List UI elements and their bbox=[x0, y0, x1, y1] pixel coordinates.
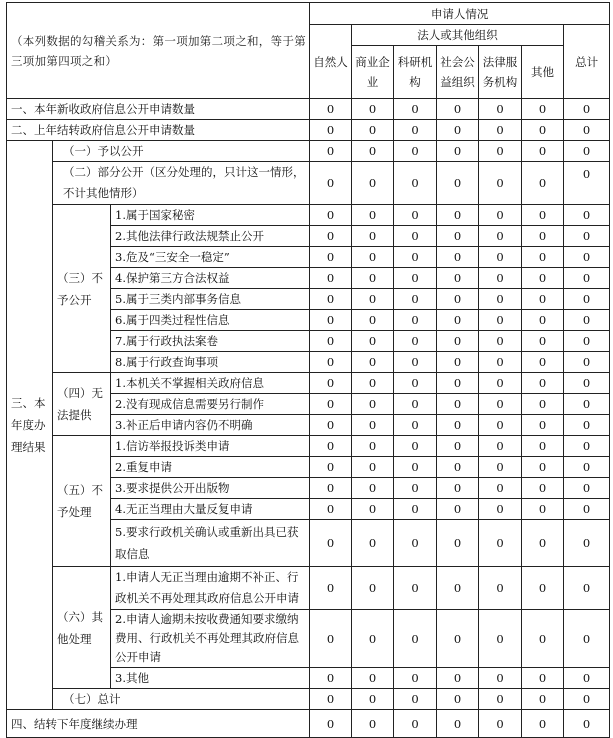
value-cell: 0 bbox=[564, 141, 610, 162]
value-cell: 0 bbox=[394, 478, 437, 499]
value-cell: 0 bbox=[310, 436, 352, 457]
row-label: 7.属于行政执法案卷 bbox=[111, 331, 310, 352]
value-cell: 0 bbox=[479, 499, 522, 520]
row-label: 四、结转下年度继续办理 bbox=[7, 710, 310, 738]
value-cell: 0 bbox=[564, 478, 610, 499]
value-cell: 0 bbox=[310, 567, 352, 610]
value-cell: 0 bbox=[564, 247, 610, 268]
value-cell: 0 bbox=[564, 162, 610, 205]
value-cell: 0 bbox=[352, 668, 394, 689]
value-cell: 0 bbox=[522, 99, 564, 120]
value-cell: 0 bbox=[310, 373, 352, 394]
checksum-note: （本列数据的勾稽关系为：第一项加第二项之和，等于第三项加第四项之和） bbox=[7, 3, 310, 99]
value-cell: 0 bbox=[310, 205, 352, 226]
value-cell: 0 bbox=[437, 162, 479, 205]
row-label: 1.本机关不掌握相关政府信息 bbox=[111, 373, 310, 394]
applicant-group-header: 申请人情况 bbox=[310, 3, 610, 25]
row-label: （七）总计 bbox=[53, 689, 310, 710]
value-cell: 0 bbox=[394, 141, 437, 162]
value-cell: 0 bbox=[479, 205, 522, 226]
value-cell: 0 bbox=[394, 415, 437, 436]
value-cell: 0 bbox=[352, 120, 394, 141]
value-cell: 0 bbox=[522, 610, 564, 668]
value-cell: 0 bbox=[310, 141, 352, 162]
value-cell: 0 bbox=[352, 331, 394, 352]
value-cell: 0 bbox=[394, 289, 437, 310]
value-cell: 0 bbox=[522, 710, 564, 738]
value-cell: 0 bbox=[310, 268, 352, 289]
value-cell: 0 bbox=[564, 415, 610, 436]
value-cell: 0 bbox=[479, 141, 522, 162]
table-row bbox=[7, 120, 610, 141]
row-label: 2.没有现成信息需要另行制作 bbox=[111, 394, 310, 415]
col-legal-service-org: 法律服务机构 bbox=[479, 46, 522, 99]
value-cell: 0 bbox=[522, 457, 564, 478]
value-cell: 0 bbox=[564, 499, 610, 520]
value-cell: 0 bbox=[564, 457, 610, 478]
value-cell: 0 bbox=[522, 394, 564, 415]
value-cell: 0 bbox=[310, 99, 352, 120]
row-label: 2.其他法律行政法规禁止公开 bbox=[111, 226, 310, 247]
value-cell: 0 bbox=[479, 373, 522, 394]
row-label: 3.危及“三安全一稳定” bbox=[111, 247, 310, 268]
table-row bbox=[7, 710, 610, 738]
value-cell: 0 bbox=[352, 520, 394, 567]
row-label: 1.信访举报投诉类申请 bbox=[111, 436, 310, 457]
value-cell: 0 bbox=[352, 567, 394, 610]
value-cell: 0 bbox=[564, 352, 610, 373]
value-cell: 0 bbox=[352, 478, 394, 499]
value-cell: 0 bbox=[437, 205, 479, 226]
row-label: 3.要求提供公开出版物 bbox=[111, 478, 310, 499]
value-cell: 0 bbox=[352, 99, 394, 120]
value-cell: 0 bbox=[479, 436, 522, 457]
subsection-label: （四）无法提供 bbox=[53, 373, 111, 436]
value-cell: 0 bbox=[352, 352, 394, 373]
value-cell: 0 bbox=[437, 373, 479, 394]
value-cell: 0 bbox=[437, 120, 479, 141]
row-label: 5.属于三类内部事务信息 bbox=[111, 289, 310, 310]
value-cell: 0 bbox=[394, 567, 437, 610]
value-cell: 0 bbox=[479, 520, 522, 567]
value-cell: 0 bbox=[310, 289, 352, 310]
value-cell: 0 bbox=[310, 226, 352, 247]
value-cell: 0 bbox=[310, 352, 352, 373]
value-cell: 0 bbox=[352, 436, 394, 457]
value-cell: 0 bbox=[437, 352, 479, 373]
value-cell: 0 bbox=[522, 520, 564, 567]
value-cell: 0 bbox=[310, 162, 352, 205]
value-cell: 0 bbox=[522, 141, 564, 162]
row-label: 1.申请人无正当理由逾期不补正、行政机关不再处理其政府信息公开申请 bbox=[111, 567, 310, 610]
value-cell: 0 bbox=[437, 668, 479, 689]
value-cell: 0 bbox=[437, 610, 479, 668]
value-cell: 0 bbox=[522, 331, 564, 352]
value-cell: 0 bbox=[310, 668, 352, 689]
value-cell: 0 bbox=[479, 478, 522, 499]
value-cell: 0 bbox=[437, 247, 479, 268]
row-label: 4.无正当理由大量反复申请 bbox=[111, 499, 310, 520]
value-cell: 0 bbox=[522, 205, 564, 226]
value-cell: 0 bbox=[564, 289, 610, 310]
value-cell: 0 bbox=[437, 689, 479, 710]
col-other: 其他 bbox=[522, 46, 564, 99]
table-row bbox=[7, 567, 610, 610]
value-cell: 0 bbox=[394, 310, 437, 331]
value-cell: 0 bbox=[394, 268, 437, 289]
col-research-institution: 科研机构 bbox=[394, 46, 437, 99]
value-cell: 0 bbox=[394, 394, 437, 415]
table-row bbox=[7, 162, 610, 205]
value-cell: 0 bbox=[394, 710, 437, 738]
value-cell: 0 bbox=[437, 415, 479, 436]
table-row bbox=[7, 436, 610, 457]
natural-person-header: 自然人 bbox=[310, 25, 352, 99]
value-cell: 0 bbox=[479, 689, 522, 710]
value-cell: 0 bbox=[394, 457, 437, 478]
value-cell: 0 bbox=[437, 394, 479, 415]
value-cell: 0 bbox=[394, 668, 437, 689]
value-cell: 0 bbox=[394, 99, 437, 120]
value-cell: 0 bbox=[479, 352, 522, 373]
total-header: 总计 bbox=[564, 25, 610, 99]
value-cell: 0 bbox=[564, 710, 610, 738]
value-cell: 0 bbox=[479, 162, 522, 205]
value-cell: 0 bbox=[437, 457, 479, 478]
value-cell: 0 bbox=[310, 610, 352, 668]
col-public-welfare-org: 社会公益组织 bbox=[437, 46, 479, 99]
value-cell: 0 bbox=[437, 289, 479, 310]
value-cell: 0 bbox=[479, 610, 522, 668]
header-row-1 bbox=[7, 3, 610, 25]
value-cell: 0 bbox=[522, 268, 564, 289]
row-label: 5.要求行政机关确认或重新出具已获取信息 bbox=[111, 520, 310, 567]
value-cell: 0 bbox=[564, 567, 610, 610]
value-cell: 0 bbox=[437, 436, 479, 457]
row-label: 二、上年结转政府信息公开申请数量 bbox=[7, 120, 310, 141]
table-row bbox=[7, 373, 610, 394]
value-cell: 0 bbox=[394, 162, 437, 205]
value-cell: 0 bbox=[479, 247, 522, 268]
legal-group-header: 法人或其他组织 bbox=[352, 25, 564, 46]
value-cell: 0 bbox=[437, 567, 479, 610]
value-cell: 0 bbox=[310, 520, 352, 567]
value-cell: 0 bbox=[479, 310, 522, 331]
value-cell: 0 bbox=[522, 226, 564, 247]
value-cell: 0 bbox=[352, 689, 394, 710]
value-cell: 0 bbox=[394, 331, 437, 352]
subsection-label: （三）不予公开 bbox=[53, 205, 111, 373]
value-cell: 0 bbox=[437, 310, 479, 331]
row-label: 3.其他 bbox=[111, 668, 310, 689]
value-cell: 0 bbox=[564, 205, 610, 226]
value-cell: 0 bbox=[437, 478, 479, 499]
value-cell: 0 bbox=[522, 373, 564, 394]
value-cell: 0 bbox=[352, 162, 394, 205]
value-cell: 0 bbox=[564, 226, 610, 247]
value-cell: 0 bbox=[394, 436, 437, 457]
value-cell: 0 bbox=[479, 415, 522, 436]
value-cell: 0 bbox=[522, 247, 564, 268]
value-cell: 0 bbox=[352, 205, 394, 226]
value-cell: 0 bbox=[564, 99, 610, 120]
value-cell: 0 bbox=[437, 499, 479, 520]
row-label: 2.重复申请 bbox=[111, 457, 310, 478]
value-cell: 0 bbox=[564, 610, 610, 668]
value-cell: 0 bbox=[479, 710, 522, 738]
gov-info-disclosure-table bbox=[6, 2, 610, 738]
value-cell: 0 bbox=[394, 120, 437, 141]
value-cell: 0 bbox=[352, 141, 394, 162]
value-cell: 0 bbox=[310, 120, 352, 141]
value-cell: 0 bbox=[352, 268, 394, 289]
value-cell: 0 bbox=[394, 610, 437, 668]
row-label: 一、本年新收政府信息公开申请数量 bbox=[7, 99, 310, 120]
value-cell: 0 bbox=[310, 247, 352, 268]
value-cell: 0 bbox=[437, 99, 479, 120]
value-cell: 0 bbox=[394, 205, 437, 226]
value-cell: 0 bbox=[437, 268, 479, 289]
row-label: 3.补正后申请内容仍不明确 bbox=[111, 415, 310, 436]
value-cell: 0 bbox=[310, 331, 352, 352]
value-cell: 0 bbox=[352, 247, 394, 268]
value-cell: 0 bbox=[564, 373, 610, 394]
value-cell: 0 bbox=[394, 247, 437, 268]
row-label: 4.保护第三方合法权益 bbox=[111, 268, 310, 289]
value-cell: 0 bbox=[522, 567, 564, 610]
value-cell: 0 bbox=[522, 310, 564, 331]
subsection-label: （五）不予处理 bbox=[53, 436, 111, 567]
value-cell: 0 bbox=[352, 289, 394, 310]
value-cell: 0 bbox=[310, 394, 352, 415]
value-cell: 0 bbox=[564, 310, 610, 331]
value-cell: 0 bbox=[564, 436, 610, 457]
value-cell: 0 bbox=[522, 415, 564, 436]
value-cell: 0 bbox=[437, 710, 479, 738]
value-cell: 0 bbox=[522, 120, 564, 141]
value-cell: 0 bbox=[352, 310, 394, 331]
value-cell: 0 bbox=[479, 120, 522, 141]
value-cell: 0 bbox=[564, 268, 610, 289]
table-row bbox=[7, 205, 610, 226]
value-cell: 0 bbox=[522, 352, 564, 373]
value-cell: 0 bbox=[352, 499, 394, 520]
value-cell: 0 bbox=[564, 120, 610, 141]
value-cell: 0 bbox=[394, 520, 437, 567]
value-cell: 0 bbox=[310, 478, 352, 499]
row-label: （二）部分公开（区分处理的，只计这一情形，不计其他情形） bbox=[53, 162, 310, 205]
value-cell: 0 bbox=[522, 436, 564, 457]
value-cell: 0 bbox=[479, 668, 522, 689]
value-cell: 0 bbox=[437, 226, 479, 247]
value-cell: 0 bbox=[437, 520, 479, 567]
value-cell: 0 bbox=[394, 226, 437, 247]
value-cell: 0 bbox=[479, 99, 522, 120]
value-cell: 0 bbox=[479, 331, 522, 352]
value-cell: 0 bbox=[310, 689, 352, 710]
value-cell: 0 bbox=[352, 457, 394, 478]
row-label: 2.申请人逾期未按收费通知要求缴纳费用、行政机关不再处理其政府信息公开申请 bbox=[111, 610, 310, 668]
row-label: （一）予以公开 bbox=[53, 141, 310, 162]
subsection-label: （六）其他处理 bbox=[53, 567, 111, 689]
table-row bbox=[7, 689, 610, 710]
col-commercial-enterprise: 商业企业 bbox=[352, 46, 394, 99]
value-cell: 0 bbox=[310, 415, 352, 436]
value-cell: 0 bbox=[479, 394, 522, 415]
table-row bbox=[7, 99, 610, 120]
value-cell: 0 bbox=[522, 289, 564, 310]
value-cell: 0 bbox=[564, 394, 610, 415]
value-cell: 0 bbox=[479, 567, 522, 610]
value-cell: 0 bbox=[394, 352, 437, 373]
value-cell: 0 bbox=[564, 668, 610, 689]
value-cell: 0 bbox=[479, 226, 522, 247]
value-cell: 0 bbox=[522, 668, 564, 689]
value-cell: 0 bbox=[310, 310, 352, 331]
value-cell: 0 bbox=[522, 162, 564, 205]
value-cell: 0 bbox=[352, 373, 394, 394]
value-cell: 0 bbox=[352, 394, 394, 415]
row-label: 8.属于行政查询事项 bbox=[111, 352, 310, 373]
value-cell: 0 bbox=[352, 610, 394, 668]
value-cell: 0 bbox=[522, 478, 564, 499]
value-cell: 0 bbox=[564, 689, 610, 710]
value-cell: 0 bbox=[310, 457, 352, 478]
value-cell: 0 bbox=[564, 520, 610, 567]
value-cell: 0 bbox=[352, 415, 394, 436]
value-cell: 0 bbox=[352, 226, 394, 247]
value-cell: 0 bbox=[479, 289, 522, 310]
value-cell: 0 bbox=[522, 499, 564, 520]
row-label: 6.属于四类过程性信息 bbox=[111, 310, 310, 331]
table-row bbox=[7, 141, 610, 162]
row-label: 1.属于国家秘密 bbox=[111, 205, 310, 226]
value-cell: 0 bbox=[310, 499, 352, 520]
section3-label: 三、本年度办理结果 bbox=[7, 141, 53, 710]
value-cell: 0 bbox=[394, 499, 437, 520]
value-cell: 0 bbox=[479, 457, 522, 478]
value-cell: 0 bbox=[437, 331, 479, 352]
value-cell: 0 bbox=[479, 268, 522, 289]
value-cell: 0 bbox=[437, 141, 479, 162]
value-cell: 0 bbox=[522, 689, 564, 710]
value-cell: 0 bbox=[394, 689, 437, 710]
value-cell: 0 bbox=[394, 373, 437, 394]
value-cell: 0 bbox=[310, 710, 352, 738]
value-cell: 0 bbox=[564, 331, 610, 352]
value-cell: 0 bbox=[352, 710, 394, 738]
